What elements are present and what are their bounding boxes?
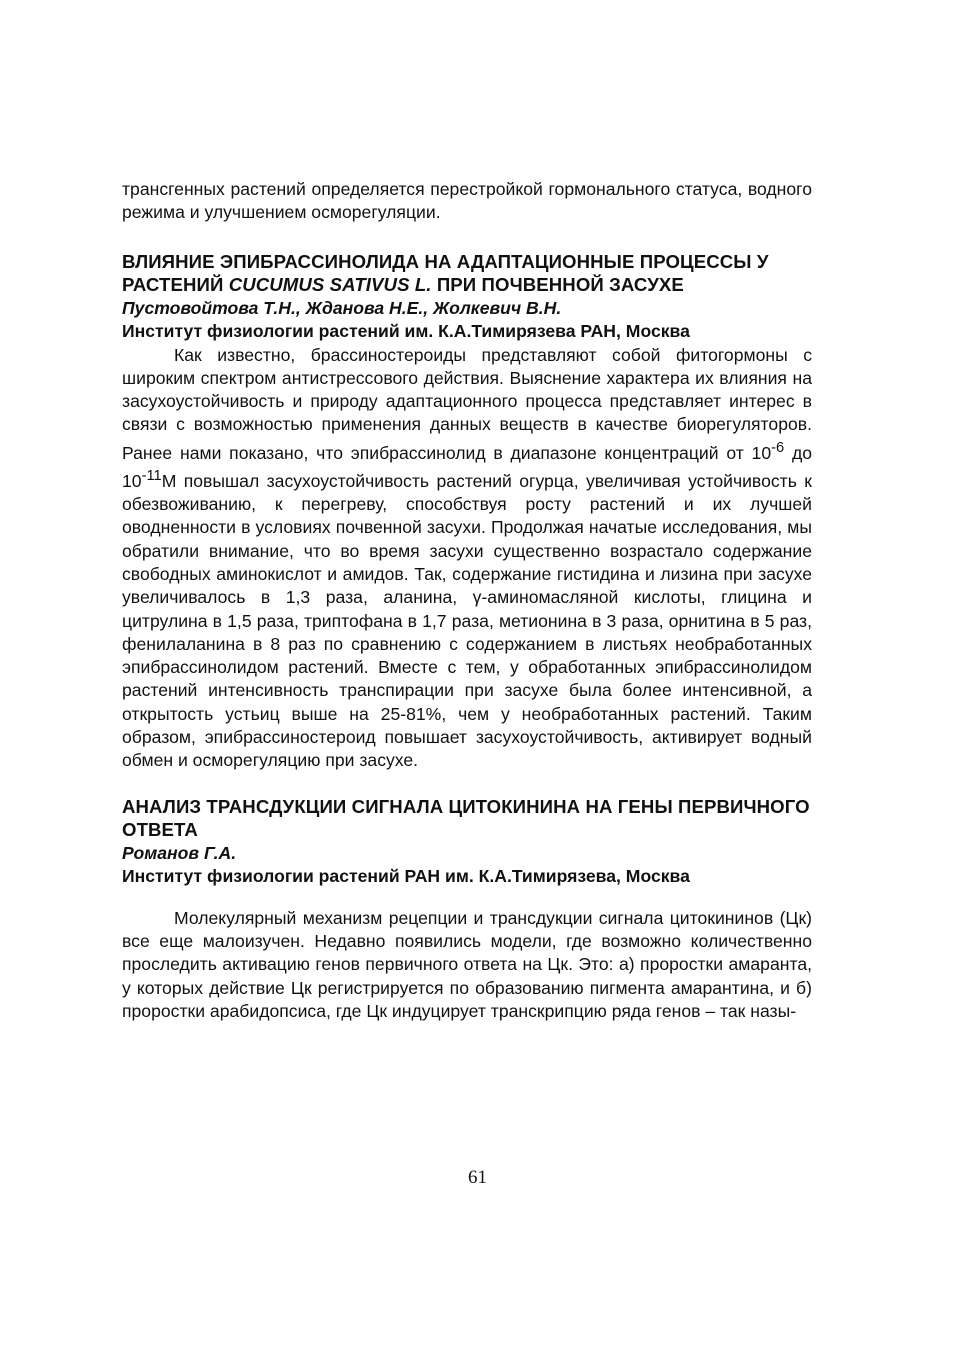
article-2 [122, 795, 812, 1023]
article-1-exponent-1: -6 [771, 439, 785, 456]
article-1-title-part2: ПРИ ПОЧВЕННОЙ ЗАСУХЕ [431, 274, 684, 296]
article-1-exponent-2: -11 [141, 467, 162, 484]
page-content [122, 178, 812, 1023]
article-1-body [122, 344, 812, 773]
article-1-institute: Институт физиологии растений им. К.А.Тимирязева РАН, Москва [122, 321, 690, 342]
intro-paragraph: трансгенных растений определяется перестройкой гормонального статуса, водного режима и улучшением осморегуляции. [122, 179, 812, 223]
article-1-title-species: CUCUMUS SATIVUS L. [228, 274, 432, 296]
page-number: 61 [468, 1167, 487, 1188]
article-1-title-part1: ВЛИЯНИЕ ЭПИБРАССИНОЛИДА НА АДАПТАЦИОННЫЕ ПРОЦЕССЫ У РАСТЕНИЙ [122, 250, 769, 296]
article-1-body-a: Как известно, брассиностероиды представляют собой фитогормоны с широким спектром антистрессового действия. Выяснение характера их влияния на засухоустойчивость и природу адаптационного процесса представляет интерес в связи с возможностью применения данных веществ в качестве биорегуляторов. Ранее нами показано, что эпибрассинолид в диапазоне концентраций от 10 [122, 344, 812, 463]
article-2-institute: Институт физиологии растений РАН им. К.А.Тимирязева, Москва [122, 866, 690, 887]
article-1 [122, 250, 812, 773]
article-2-authors: Романов Г.А. [122, 842, 237, 863]
article-1-authors: Пустовойтова Т.Н., Жданова Н.Е., Жолкевич В.Н. [122, 297, 562, 318]
article-1-title [122, 250, 812, 297]
article-2-title: АНАЛИЗ ТРАНСДУКЦИИ СИГНАЛА ЦИТОКИНИНА НА ГЕНЫ ПЕРВИЧНОГО ОТВЕТА [122, 795, 810, 841]
article-1-body-c: М повышал засухоустойчивость растений огурца, увеличивая устойчивость к обезвоживанию, к перегреву, способствуя росту растений и их лучшей оводненности в условиях почвенной засухи. Продолжая начатые исследования, мы обратили внимание, что во время засухи существенно возрастало содержание свободных аминокислот и амидов. Так, содержание гистидина и лизина при засухе увеличивалось в 1,3 раза, аланина, γ-аминомасляной кислоты, глицина и цитрулина в 1,5 раза, триптофана в 1,7 раза, метионина в 3 раза, орнитина в 5 раз, фенилаланина в 8 раз по сравнению с содержанием в листьях необработанных эпибрассинолидом растений. Вместе с тем, у обработанных эпибрассинолидом растений интенсивность транспирации при засухе была более интенсивной, а открытость устьиц выше на 25-81%, чем у необработанных растений. Таким образом, эпибрассиностероид повышает засухоустойчивость, активирует водный обмен и осморегуляцию при засухе. [122, 470, 812, 771]
article-2-body: Молекулярный механизм рецепции и трансдукции сигнала цитокининов (Цк) все еще малоизучен. Недавно появились модели, где возможно количественно проследить активацию генов первичного ответа на Цк. Это: а) проростки амаранта, у которых действие Цк регистрируется по образованию пигмента амарантина, и б) проростки арабидопсиса, где Цк индуцирует транскрипцию ряда генов – так назы- [122, 907, 812, 1021]
article-1-body-b: до 10 [122, 442, 812, 491]
